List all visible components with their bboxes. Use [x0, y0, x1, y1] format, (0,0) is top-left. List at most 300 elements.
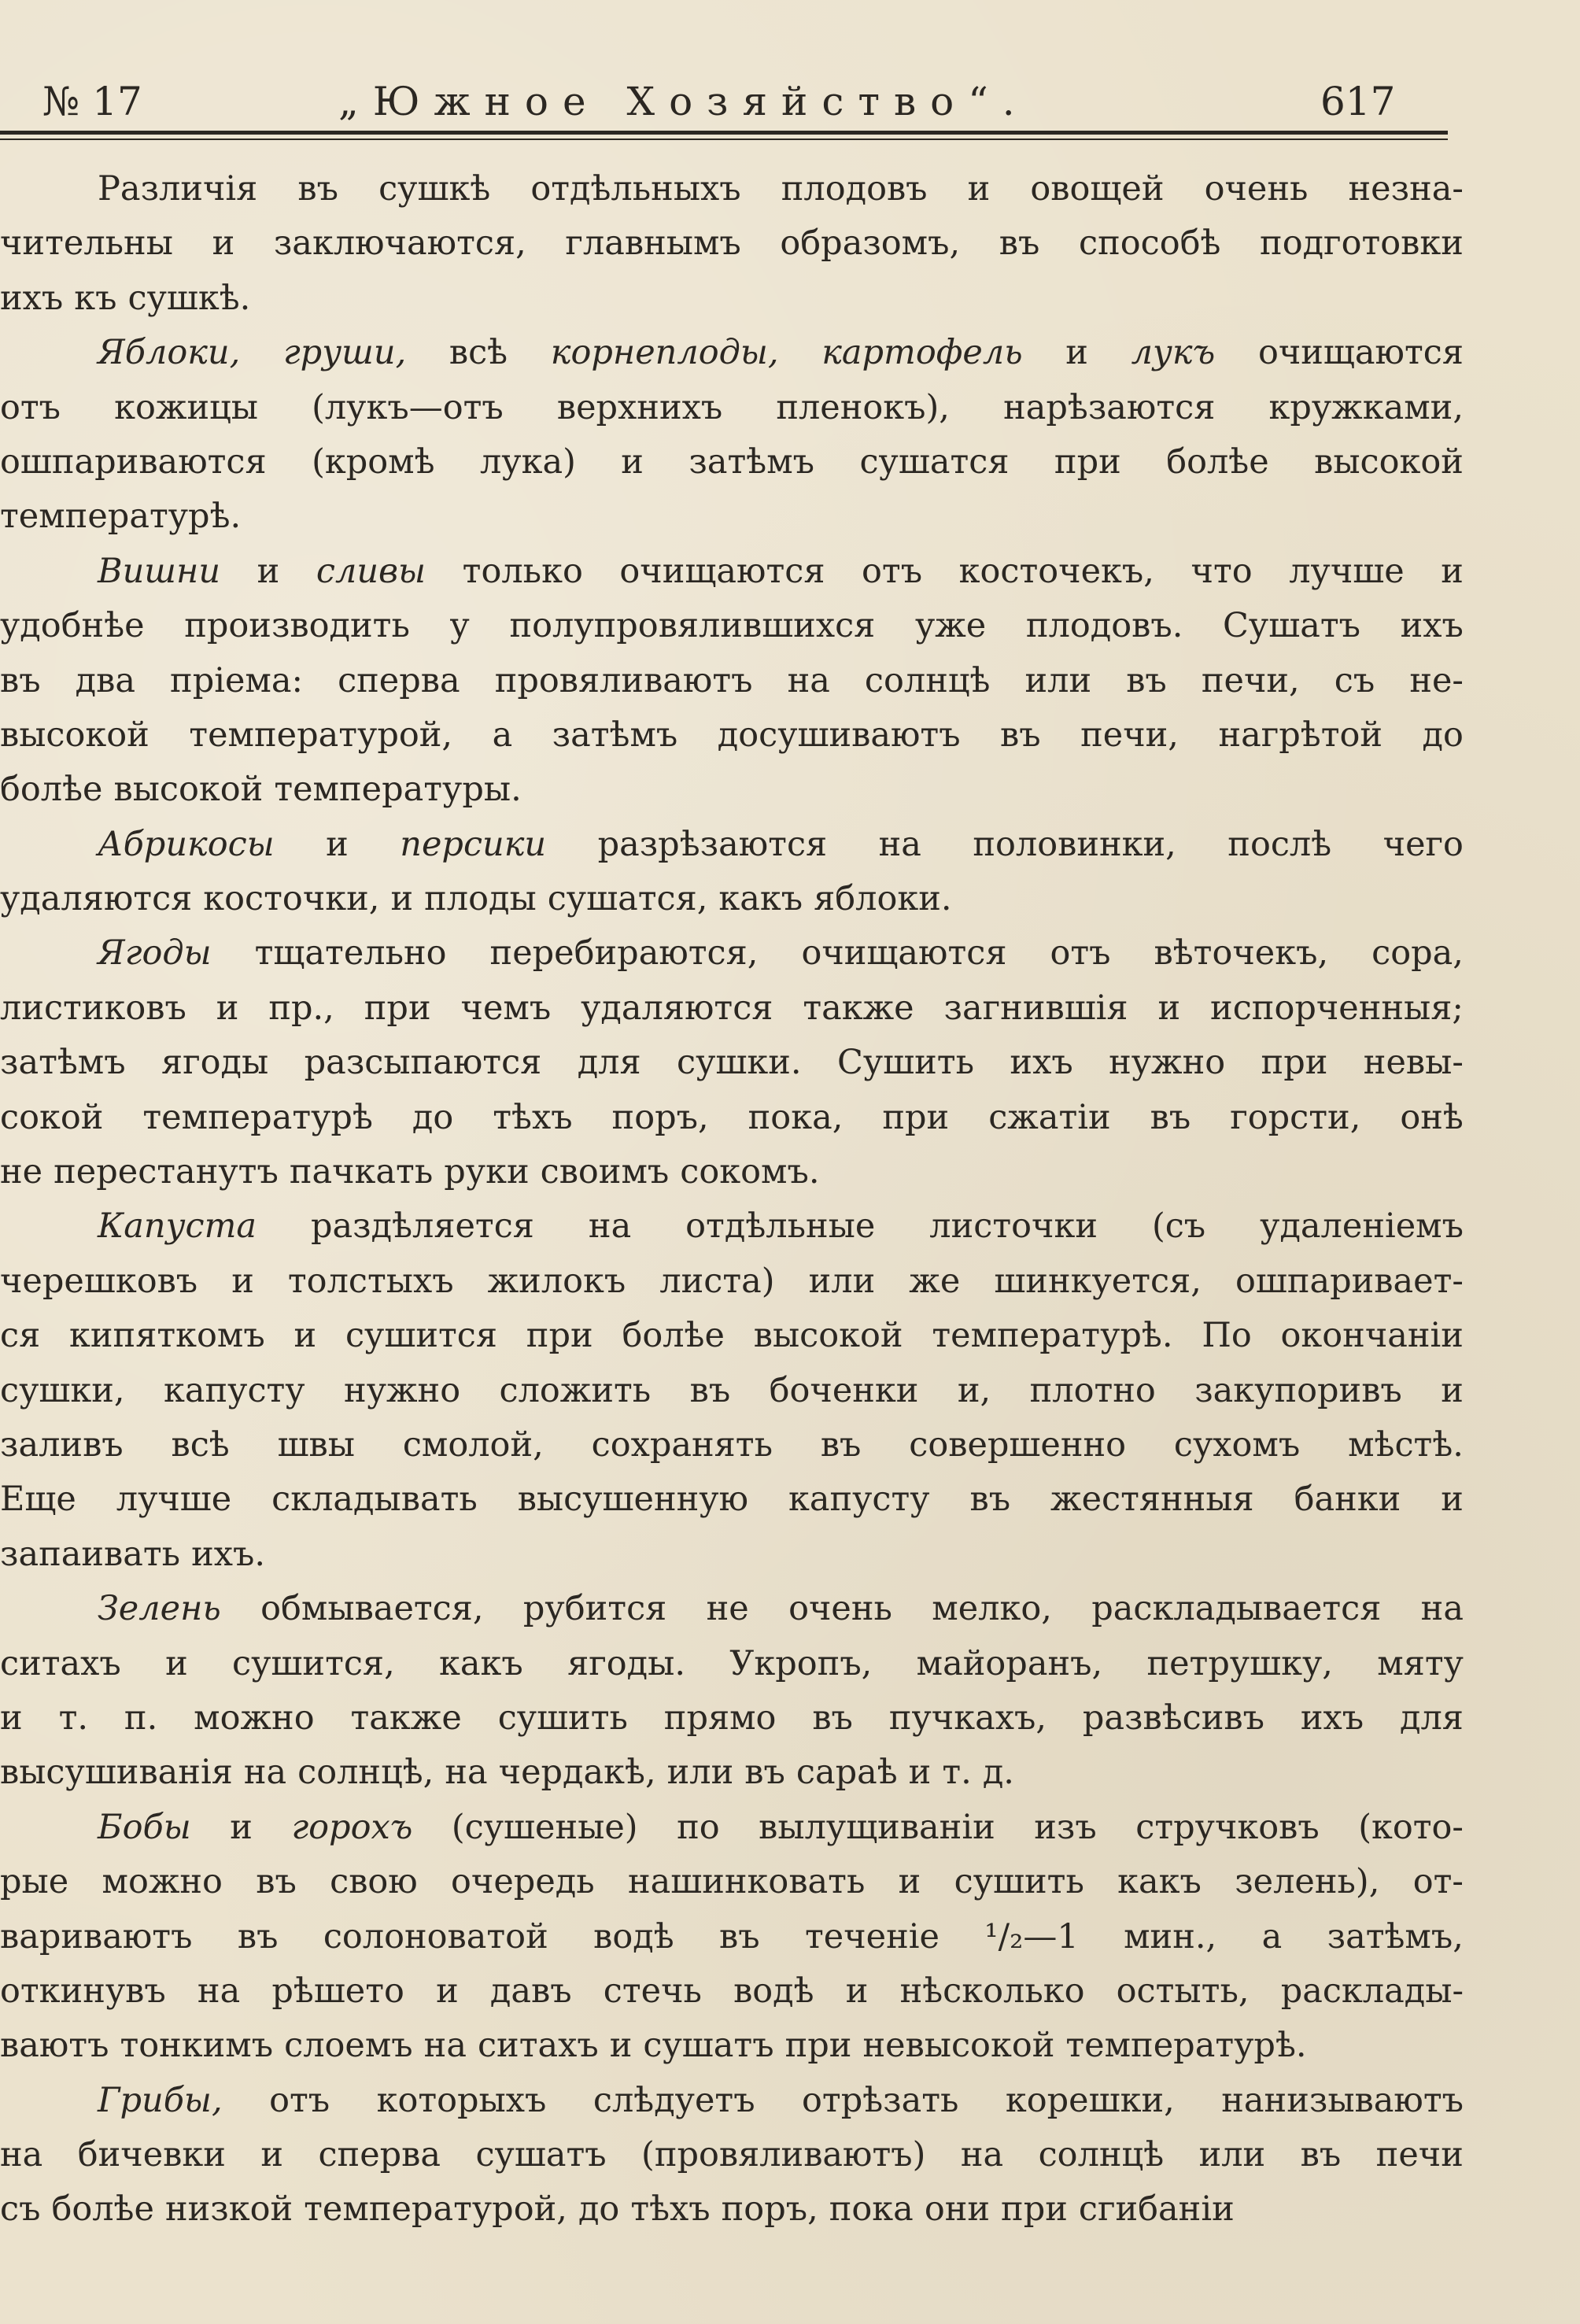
word: Различія [98, 169, 258, 209]
text-line [0, 162, 1464, 216]
word: чего [1382, 824, 1464, 864]
word: ягоды. [567, 1643, 685, 1683]
word: ¹/₂—1 [984, 1916, 1079, 1956]
word: и [326, 824, 349, 864]
word: по [677, 1807, 720, 1847]
text-line [0, 1309, 1464, 1363]
word: же [909, 1261, 961, 1301]
italic-term: персики [400, 824, 547, 864]
word: лука) [479, 442, 576, 482]
word: плодовъ. [1025, 606, 1183, 646]
italic-term: лукъ [1131, 333, 1216, 373]
word: плотно [1029, 1370, 1156, 1410]
word: вѣточекъ, [1154, 933, 1329, 974]
word: и [845, 1971, 869, 2011]
word: въ [1300, 2135, 1342, 2175]
word: до [578, 2189, 620, 2230]
word: ихъ [1300, 1698, 1364, 1738]
word: отдѣльные [685, 1206, 876, 1247]
word: мелко, [932, 1589, 1052, 1629]
word: до [1422, 715, 1464, 755]
text-line [0, 490, 1464, 544]
word: высокой [113, 770, 264, 810]
text-line [0, 1582, 1464, 1636]
issue-number: № 17 [42, 79, 142, 124]
word: мин., [1124, 1916, 1217, 1956]
word: невы- [1363, 1043, 1464, 1083]
word: (съ [1151, 1206, 1206, 1247]
word: косточки, [203, 879, 380, 919]
italic-term: корнеплоды, [550, 333, 779, 373]
word: слѣдуетъ [592, 2080, 755, 2120]
word: и [1441, 551, 1464, 591]
word: обмывается, [260, 1589, 484, 1629]
word: въ [237, 1916, 279, 1956]
word: Еще [0, 1480, 76, 1520]
word: загнившія [943, 988, 1128, 1028]
italic-term: Грибы, [98, 2080, 223, 2120]
word: стечь [603, 1971, 702, 2011]
word: въ [999, 224, 1040, 264]
word: плодовъ [781, 169, 928, 209]
word: съ [1334, 660, 1375, 700]
text-line [0, 1528, 1464, 1582]
word: кружками, [1268, 387, 1464, 427]
word: температурѣ. [932, 1316, 1173, 1356]
word: нашинковать [627, 1862, 866, 1902]
word: при [364, 988, 431, 1028]
word: очищаются [619, 551, 825, 591]
word: съ [0, 2189, 41, 2230]
word: два [75, 660, 135, 700]
word: бичевки [77, 2135, 226, 2175]
word: способѣ [1078, 224, 1221, 264]
word: горсти, [1230, 1097, 1361, 1137]
word: печи, [1201, 660, 1300, 700]
word: также [803, 988, 914, 1028]
word: Укропъ, [729, 1643, 873, 1683]
word: на [960, 2135, 1004, 2175]
word: смолой, [402, 1424, 544, 1465]
word: отдѣльныхъ [530, 169, 741, 209]
word: сушатъ [643, 2026, 774, 2066]
word: откинувъ [0, 1971, 166, 2011]
word: расклады- [1280, 1971, 1464, 2011]
word: и [165, 1643, 188, 1683]
word: руки [444, 1152, 530, 1192]
word: сушить [954, 1862, 1084, 1902]
text-line [0, 381, 1464, 435]
word: что [1191, 551, 1253, 591]
word: въ [256, 1862, 297, 1902]
word: пріема: [170, 660, 303, 700]
word: чительны [0, 224, 173, 264]
word: и [212, 224, 235, 264]
text-line [0, 1472, 1464, 1527]
word: боченки [769, 1370, 919, 1410]
word: температурѣ [142, 1097, 373, 1137]
word: только [462, 551, 583, 591]
word: при [882, 1097, 950, 1137]
text-line [0, 216, 1464, 271]
word: водѣ [593, 1916, 674, 1956]
word: сперва [338, 660, 460, 700]
word: плоды [424, 879, 537, 919]
word: сушкѣ. [127, 278, 251, 318]
word: ситахъ [0, 1643, 121, 1683]
word: при [1054, 442, 1121, 482]
word: сокой [0, 1097, 104, 1137]
word: онѣ [1400, 1097, 1464, 1137]
paragraph [0, 926, 1464, 1199]
word: ихъ [1400, 606, 1464, 646]
paragraph [0, 2074, 1464, 2237]
word: не [706, 1589, 749, 1629]
word: у [449, 606, 470, 646]
word: на [243, 1753, 287, 1793]
italic-term: сливы [316, 551, 426, 591]
word: и [0, 1698, 23, 1738]
word: сушатъ [475, 2135, 607, 2175]
word: высокой [1314, 442, 1464, 482]
word: и [908, 1753, 932, 1793]
word: на [445, 1753, 488, 1793]
word: раскладывается [1091, 1589, 1382, 1629]
paragraph [0, 326, 1464, 545]
word: поръ, [611, 1097, 709, 1137]
journal-title: „Южное Хозяйство“. [338, 79, 1029, 124]
word: на [0, 2135, 43, 2175]
word: незна- [1348, 169, 1464, 209]
word: сушкѣ [378, 169, 491, 209]
word: температурѣ. [0, 497, 242, 537]
word: невысокой [862, 2026, 1055, 2066]
word: заключаются, [273, 224, 526, 264]
word: сушить [497, 1698, 628, 1738]
word: пучкахъ, [888, 1698, 1047, 1738]
word: въ [969, 1480, 1011, 1520]
word: какъ [1117, 1862, 1202, 1902]
header-rule-thin [0, 139, 1448, 140]
text-line [0, 818, 1464, 872]
word: печи [1375, 2135, 1464, 2175]
word: отъ [0, 387, 61, 427]
word: образомъ, [780, 224, 961, 264]
word: въ [0, 660, 41, 700]
word: какъ [439, 1643, 523, 1683]
word: пачкать [289, 1152, 434, 1192]
word: тѣхъ [493, 1097, 573, 1137]
text-line [0, 1910, 1464, 1964]
word: (сушеные) [451, 1807, 638, 1847]
word: от- [1412, 1862, 1464, 1902]
word: при [1261, 1043, 1328, 1083]
word: въ [689, 1370, 731, 1410]
word: перебираются, [489, 933, 759, 974]
word: жестянныя [1050, 1480, 1254, 1520]
word: нужно [1109, 1043, 1226, 1083]
word: слоемъ [284, 2026, 413, 2066]
word: и [621, 442, 644, 482]
word: сора, [1371, 933, 1464, 974]
word: разрѣзаются [597, 824, 828, 864]
word: зелень), [1235, 1862, 1380, 1902]
text-line [0, 2074, 1464, 2128]
word: уже [914, 606, 987, 646]
word: въ [1126, 660, 1167, 700]
word: сушится, [232, 1643, 395, 1683]
text-line [0, 763, 1464, 817]
word: ваютъ [0, 2026, 109, 2066]
word: сушатся [859, 442, 1010, 482]
word: сжатіи [988, 1097, 1111, 1137]
paragraph [0, 818, 1464, 927]
word: температурой, [304, 2189, 567, 2230]
word: жилокъ [487, 1261, 626, 1301]
word: нужно [344, 1370, 461, 1410]
word: д. [982, 1753, 1014, 1793]
text-line [0, 1036, 1464, 1090]
word: пр., [268, 988, 334, 1028]
word: лучше [116, 1480, 232, 1520]
word: какъ [718, 879, 803, 919]
word: нѣсколько [899, 1971, 1085, 2011]
word: въ [719, 1916, 760, 1956]
word: затѣмъ [688, 442, 815, 482]
word: досушиваютъ [717, 715, 961, 755]
word: ихъ [0, 278, 64, 318]
word: листочки [929, 1206, 1098, 1247]
word: толстыхъ [287, 1261, 454, 1301]
word: сушатся, [547, 879, 708, 919]
word: верхнихъ [556, 387, 723, 427]
text-line [0, 1637, 1464, 1691]
word: майоранъ, [916, 1643, 1103, 1683]
word: на [197, 1971, 241, 2011]
text-line [0, 1418, 1464, 1472]
word: кипяткомъ [69, 1316, 265, 1356]
word: въ [820, 1424, 862, 1465]
word: солнцѣ [1038, 2135, 1165, 2175]
word: очередь [451, 1862, 595, 1902]
word: и [609, 2026, 633, 2066]
word: кожицы [114, 387, 258, 427]
text-line [0, 1855, 1464, 1909]
word: они [924, 2189, 991, 2230]
text-line [0, 272, 1464, 326]
italic-term: Капуста [98, 1206, 257, 1247]
word: и [1157, 988, 1181, 1028]
word: главнымъ [565, 224, 741, 264]
word: нанизываютъ [1221, 2080, 1464, 2120]
word: которыхъ [376, 2080, 547, 2120]
italic-term: Ягоды [98, 933, 212, 974]
word: отъ [1050, 933, 1111, 974]
word: пока, [748, 1097, 844, 1137]
word: на [787, 660, 830, 700]
word: раздѣляется [311, 1206, 534, 1247]
word: высушиванія [0, 1753, 233, 1793]
header-rule [0, 131, 1448, 135]
word: въ [1150, 1097, 1191, 1137]
word: подготовки [1260, 224, 1464, 264]
word: и [1065, 333, 1088, 373]
word: банки [1294, 1480, 1401, 1520]
word: т. [58, 1698, 89, 1738]
word: корешки, [1005, 2080, 1175, 2120]
word: высушенную [517, 1480, 749, 1520]
word: тонкимъ [120, 2026, 274, 2066]
word: листиковъ [0, 988, 186, 1028]
word: или [666, 1753, 734, 1793]
text-line [0, 1254, 1464, 1309]
text-line [0, 2019, 1464, 2073]
italic-term: картофель [821, 333, 1023, 373]
word: сушки, [0, 1370, 125, 1410]
word: сложить [499, 1370, 652, 1410]
word: также [350, 1698, 462, 1738]
word: очищаются [1257, 333, 1464, 373]
word: сокомъ. [680, 1152, 820, 1192]
word: теченіе [805, 1916, 940, 1956]
italic-term: груши, [282, 333, 407, 373]
word: послѣ [1227, 824, 1332, 864]
word: на [1420, 1589, 1464, 1629]
text-line [0, 1801, 1464, 1855]
word: можно [102, 1862, 223, 1902]
word: въ [812, 1698, 853, 1738]
paragraph [0, 1801, 1464, 2074]
word: водѣ [733, 1971, 814, 2011]
word: болѣе [0, 770, 103, 810]
word: къ [74, 278, 117, 318]
word: а [492, 715, 513, 755]
word: ся [0, 1316, 41, 1356]
word: и [230, 1807, 253, 1847]
word: болѣе [622, 1316, 725, 1356]
text-line [0, 1364, 1464, 1418]
text-line [0, 2182, 1464, 2237]
word: температурѣ. [1065, 2026, 1307, 2066]
italic-term: Зелень [98, 1589, 221, 1629]
word: развѣсивъ [1082, 1698, 1264, 1738]
word: и [967, 169, 991, 209]
word: болѣе [1166, 442, 1269, 482]
word: (кромѣ [312, 442, 435, 482]
italic-term: Яблоки, [98, 333, 241, 373]
word: сараѣ [796, 1753, 898, 1793]
word: вылущиваніи [759, 1807, 995, 1847]
word: капусту [788, 1480, 930, 1520]
paragraph [0, 1199, 1464, 1582]
word: сохранять [591, 1424, 773, 1465]
paragraph [0, 545, 1464, 818]
word: на [588, 1206, 632, 1247]
word: и [390, 879, 414, 919]
word: черешковъ [0, 1261, 198, 1301]
word: изъ [1034, 1807, 1097, 1847]
word: закупоривъ [1194, 1370, 1402, 1410]
word: затѣмъ [0, 1043, 126, 1083]
word: солоноватой [323, 1916, 548, 1956]
text-line [0, 654, 1464, 708]
word: Сушатъ [1223, 606, 1360, 646]
word: удаляются [581, 988, 773, 1028]
word: и [257, 551, 280, 591]
word: яблоки. [814, 879, 952, 919]
word: нагрѣтой [1218, 715, 1383, 755]
word: высокой [753, 1316, 903, 1356]
word: печи, [1080, 715, 1179, 755]
word: всѣ [171, 1424, 230, 1465]
word: давъ [489, 1971, 572, 2011]
word: половинки, [973, 824, 1176, 864]
word: и [898, 1862, 921, 1902]
word: тѣхъ [630, 2189, 711, 2230]
word: и [1441, 1370, 1464, 1410]
word: при [526, 1316, 593, 1356]
word: тщательно [254, 933, 447, 974]
word: и [231, 1261, 254, 1301]
word: очень [788, 1589, 892, 1629]
word: разсыпаются [304, 1043, 542, 1083]
word: затѣмъ, [1327, 1916, 1464, 1956]
italic-term: Вишни [98, 551, 221, 591]
word: рые [0, 1862, 69, 1902]
word: стручковъ [1135, 1807, 1320, 1847]
word: сушится [345, 1316, 497, 1356]
word: пленокъ), [776, 387, 950, 427]
word: въ [744, 1753, 785, 1793]
word: чердакѣ, [498, 1753, 656, 1793]
italic-term: Бобы [98, 1807, 191, 1847]
word: для [1400, 1698, 1464, 1738]
word: для [577, 1043, 641, 1083]
word: или [808, 1261, 876, 1301]
word: окончаніи [1280, 1316, 1464, 1356]
word: овощей [1030, 169, 1165, 209]
word: ошпаривает- [1235, 1261, 1464, 1301]
word: сгибаніи [1078, 2189, 1235, 2230]
text-line [0, 2128, 1464, 2182]
word: шинкуется, [994, 1261, 1202, 1301]
word: чемъ [460, 988, 552, 1028]
word: и [293, 1316, 317, 1356]
word: и [260, 2135, 284, 2175]
text-line [0, 708, 1464, 763]
word: Сушить [836, 1043, 975, 1083]
text-line [0, 599, 1464, 653]
word: поръ, [721, 2189, 818, 2230]
word: мѣстѣ. [1348, 1424, 1464, 1465]
word: болѣе [51, 2189, 154, 2230]
word: низкой [164, 2189, 293, 2230]
text-line [0, 1691, 1464, 1746]
word: затѣмъ [552, 715, 678, 755]
word: или [1198, 2135, 1266, 2175]
word: отъ [269, 2080, 330, 2120]
word: рубится [522, 1589, 667, 1629]
word: вариваютъ [0, 1916, 193, 1956]
word: въ [297, 169, 338, 209]
text-line [0, 1746, 1464, 1800]
text-line [0, 1145, 1464, 1199]
word: очищаются [801, 933, 1007, 974]
word: не- [1409, 660, 1464, 700]
word: очень [1204, 169, 1309, 209]
word: совершенно [909, 1424, 1127, 1465]
word: ситахъ [477, 2026, 599, 2066]
